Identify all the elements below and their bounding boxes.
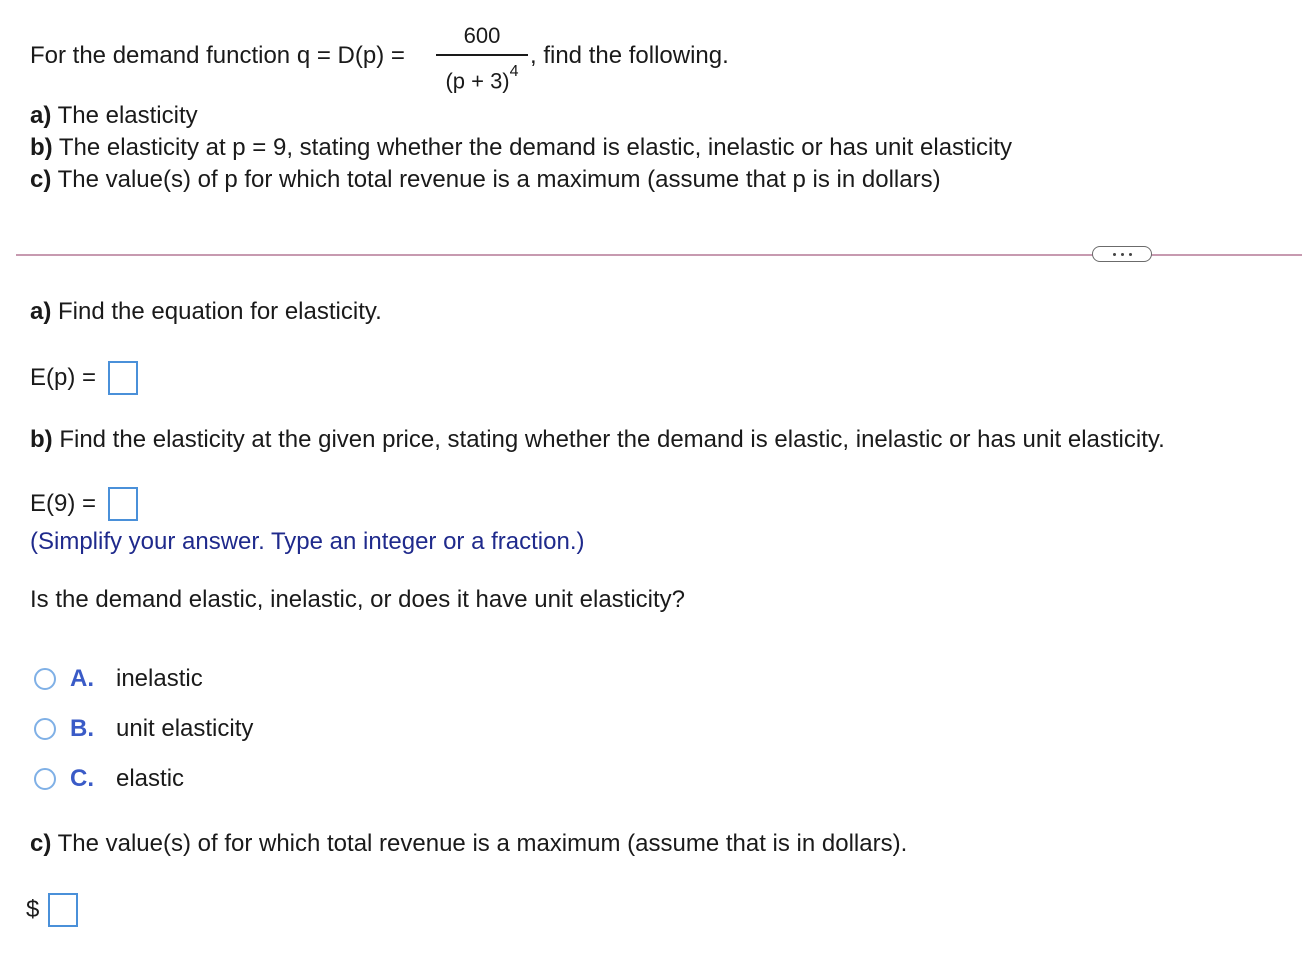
fraction-numerator: 600 [463,23,501,48]
fraction-bar [436,54,528,56]
choice-letter: C. [70,765,94,792]
demand-fraction [436,22,528,95]
part-b-prompt [30,426,1165,454]
part-text: Find the elasticity at the given price, stating whether the demand is elastic, inelastic or has unit elasticity. [59,426,1165,453]
choice-letter: A. [70,665,94,692]
part-text: The elasticity at p = 9, stating whether the demand is elastic, inelastic or has unit elasticity [58,134,1013,161]
dollar-sign: $ [26,896,40,923]
ellipsis-icon [1129,253,1132,256]
denominator-base: (p + 3) [445,67,510,93]
problem-intro: For the demand function q = D(p) = [30,42,405,69]
choice-text: inelastic [116,665,203,692]
part-label: a) [30,102,52,129]
elasticity-equation-input[interactable] [108,361,138,395]
elasticity-at-price-input[interactable] [108,487,138,521]
part-label: b) [30,134,53,161]
denominator-exponent: 4 [509,62,519,80]
demand-type-question: Is the demand elastic, inelastic, or does it have unit elasticity? [30,586,686,613]
part-text: The value(s) of p for which total revenue is a maximum (assume that p is in dollars) [57,166,941,193]
more-options-button[interactable] [1092,246,1152,262]
choice-letter: B. [70,715,94,742]
radio-button[interactable] [34,668,56,690]
problem-part-a [30,102,198,130]
choice-b[interactable] [34,714,253,744]
choice-text: unit elasticity [116,715,254,742]
fraction-denominator [445,62,518,95]
part-label: c) [30,166,52,193]
ellipsis-icon [1113,253,1116,256]
problem-part-c [30,166,941,194]
elasticity-at-price-label: E(9) = [30,490,97,517]
part-c-prompt [30,830,907,858]
part-a-prompt [30,298,382,326]
part-label: b) [30,426,53,453]
part-label: c) [30,830,52,857]
max-revenue-price-input[interactable] [48,893,78,927]
radio-button[interactable] [34,768,56,790]
answer-hint: (Simplify your answer. Type an integer or a fraction.) [30,528,585,555]
elasticity-answer-label: E(p) = [30,364,97,391]
part-text: The value(s) of for which total revenue is a maximum (assume that is in dollars). [57,830,908,857]
problem-suffix: , find the following. [530,42,729,69]
ellipsis-icon [1121,253,1124,256]
choice-a[interactable] [34,664,203,694]
part-label: a) [30,298,52,325]
part-text: Find the equation for elasticity. [58,298,382,325]
choice-c[interactable] [34,764,184,794]
radio-button[interactable] [34,718,56,740]
part-text: The elasticity [57,102,198,129]
choice-text: elastic [116,765,185,792]
problem-part-b [30,134,1012,162]
